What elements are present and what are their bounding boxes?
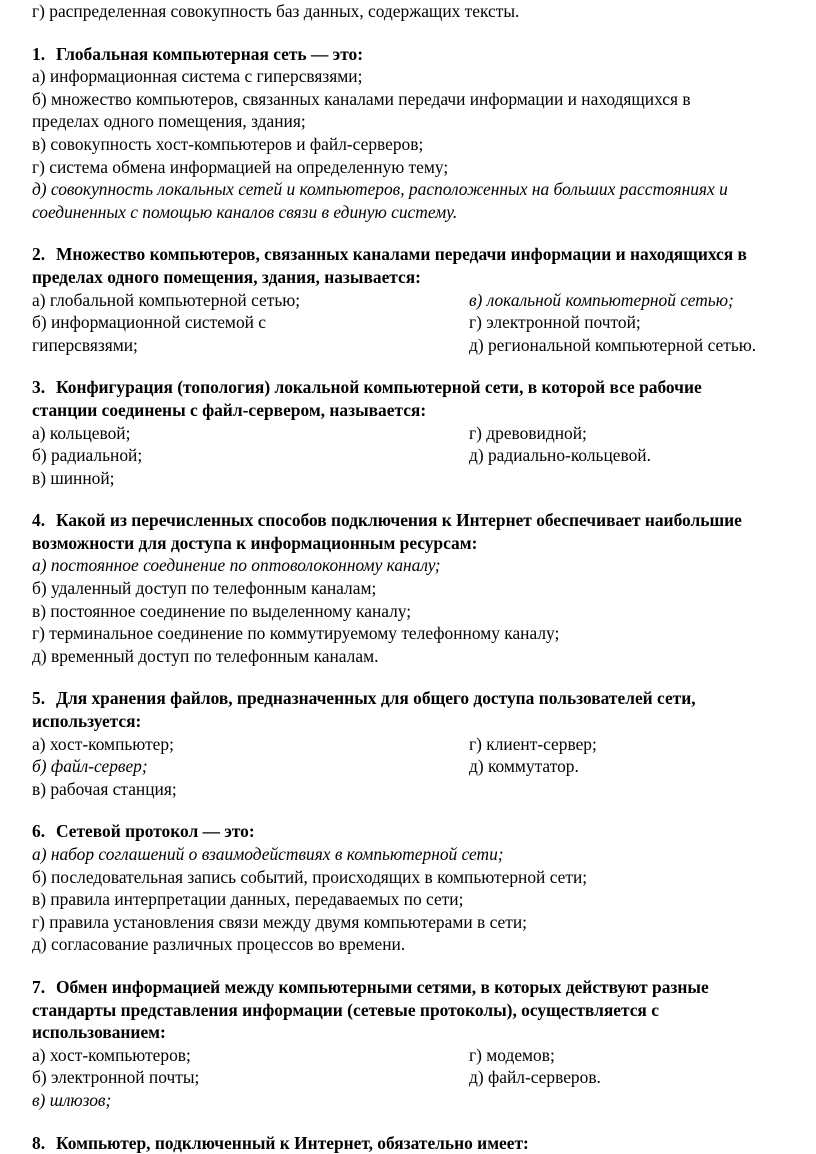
question-text-continued: использованием: <box>32 1022 166 1043</box>
question-number: 4. <box>32 510 46 531</box>
answer-option: б) множество компьютеров, связанных каналами передачи информации и находящихся в <box>32 88 691 109</box>
answer-option: в) совокупность хост-компьютеров и файл-серверов; <box>32 133 424 154</box>
document-page <box>32 0 816 1154</box>
question-text: Множество компьютеров, связанных каналами передачи информации и находящихся в <box>56 244 747 265</box>
answer-option-continued: гиперсвязями; <box>32 334 138 355</box>
question-4 <box>32 509 816 667</box>
question-text-continued: пределах одного помещения, здания, называется: <box>32 266 421 287</box>
question-text-continued: используется: <box>32 711 142 732</box>
correct-answer-option: а) набор соглашений о взаимодействиях в компьютерной сети; <box>32 844 504 864</box>
answer-option: а) кольцевой; <box>32 422 131 443</box>
question-number: 2. <box>32 244 46 265</box>
question-7 <box>32 976 816 1112</box>
question-text-continued: стандарты представления информации (сетевые протоколы), осуществляется с <box>32 999 659 1020</box>
answer-option: г) древовидной; <box>469 422 587 443</box>
answer-option: г) правила установления связи между двумя компьютерами в сети; <box>32 911 527 932</box>
question-5 <box>32 687 816 800</box>
correct-answer-option: б) радиальной; <box>32 445 143 466</box>
question-number: 5. <box>32 688 46 709</box>
question-text-continued: станции соединены с файл-сервером, называется: <box>32 399 427 420</box>
answer-option: г) модемов; <box>469 1044 555 1065</box>
answer-option: д) временный доступ по телефонным каналам. <box>32 645 379 666</box>
question-2-title <box>32 243 816 266</box>
answer-option: д) файл-серверов. <box>469 1067 601 1088</box>
question-number: 1. <box>32 43 46 64</box>
question-number: 7. <box>32 976 46 997</box>
answer-option: г) система обмена информацией на определенную тему; <box>32 156 449 177</box>
question-7-title <box>32 976 816 999</box>
question-8-title <box>32 1132 816 1154</box>
answer-option: б) удаленный доступ по телефонным каналам; <box>32 578 377 599</box>
question-number: 3. <box>32 377 46 398</box>
question-3 <box>32 376 816 489</box>
question-6-title <box>32 820 816 843</box>
question-3-title <box>32 376 816 399</box>
question-2 <box>32 243 816 356</box>
answer-option: б) информационной системой с <box>32 312 267 333</box>
answer-option: а) информационная система с гиперсвязями; <box>32 66 363 87</box>
question-text: Сетевой протокол — это: <box>56 821 255 842</box>
question-8 <box>32 1132 816 1154</box>
question-6 <box>32 820 816 956</box>
answer-option: в) шинной; <box>32 467 115 488</box>
question-text: Глобальная компьютерная сеть — это: <box>56 43 363 64</box>
correct-answer-option-continued: соединенных с помощью каналов связи в единую систему. <box>32 201 458 222</box>
correct-answer-option: а) постоянное соединение по оптоволоконному каналу; <box>32 555 441 576</box>
question-text-continued: возможности для доступа к информационным ресурсам: <box>32 532 478 553</box>
answer-option: в) постоянное соединение по выделенному каналу; <box>32 600 412 621</box>
answer-option: д) радиально-кольцевой. <box>469 445 651 466</box>
question-text: Компьютер, подключенный к Интернет, обязательно имеет: <box>56 1132 529 1153</box>
correct-answer-option: б) файл-сервер; <box>32 756 148 777</box>
answer-option: а) глобальной компьютерной сетью; <box>32 289 301 310</box>
question-number: 6. <box>32 821 46 842</box>
prev-answer-line: г) распределенная совокупность баз данных, содержащих тексты. <box>32 1 520 21</box>
question-text: Для хранения файлов, предназначенных для общего доступа пользователей сети, <box>56 688 696 709</box>
question-4-title <box>32 509 816 532</box>
question-5-title <box>32 687 816 710</box>
question-number: 8. <box>32 1132 46 1153</box>
answer-option-continued: пределах одного помещения, здания; <box>32 111 306 132</box>
answer-option: г) электронной почтой; <box>469 312 641 333</box>
answer-option: д) согласование различных процессов во времени. <box>32 934 406 955</box>
correct-answer-option: в) локальной компьютерной сетью; <box>469 289 734 310</box>
answer-option: б) электронной почты; <box>32 1067 200 1088</box>
answer-option: б) последовательная запись событий, происходящих в компьютерной сети; <box>32 866 588 887</box>
correct-answer-option: в) шлюзов; <box>32 1089 112 1110</box>
question-1-title <box>32 43 816 66</box>
answer-option: д) региональной компьютерной сетью. <box>469 334 757 355</box>
answer-option: в) правила интерпретации данных, передаваемых по сети; <box>32 889 464 910</box>
answer-option: г) терминальное соединение по коммутируемому телефонному каналу; <box>32 623 560 644</box>
answer-option: а) хост-компьютеров; <box>32 1044 191 1065</box>
question-1 <box>32 43 816 224</box>
answer-option: в) рабочая станция; <box>32 778 177 799</box>
answer-option: г) клиент-сервер; <box>469 733 597 754</box>
question-text: Какой из перечисленных способов подключения к Интернет обеспечивает наибольшие <box>56 510 742 531</box>
question-text: Конфигурация (топология) локальной компьютерной сети, в которой все рабочие <box>56 377 702 398</box>
answer-option: а) хост-компьютер; <box>32 733 174 754</box>
question-text: Обмен информацией между компьютерными сетями, в которых действуют разные <box>56 976 709 997</box>
correct-answer-option: д) совокупность локальных сетей и компьютеров, расположенных на больших расстояниях и <box>32 179 728 200</box>
answer-option: д) коммутатор. <box>469 756 579 777</box>
